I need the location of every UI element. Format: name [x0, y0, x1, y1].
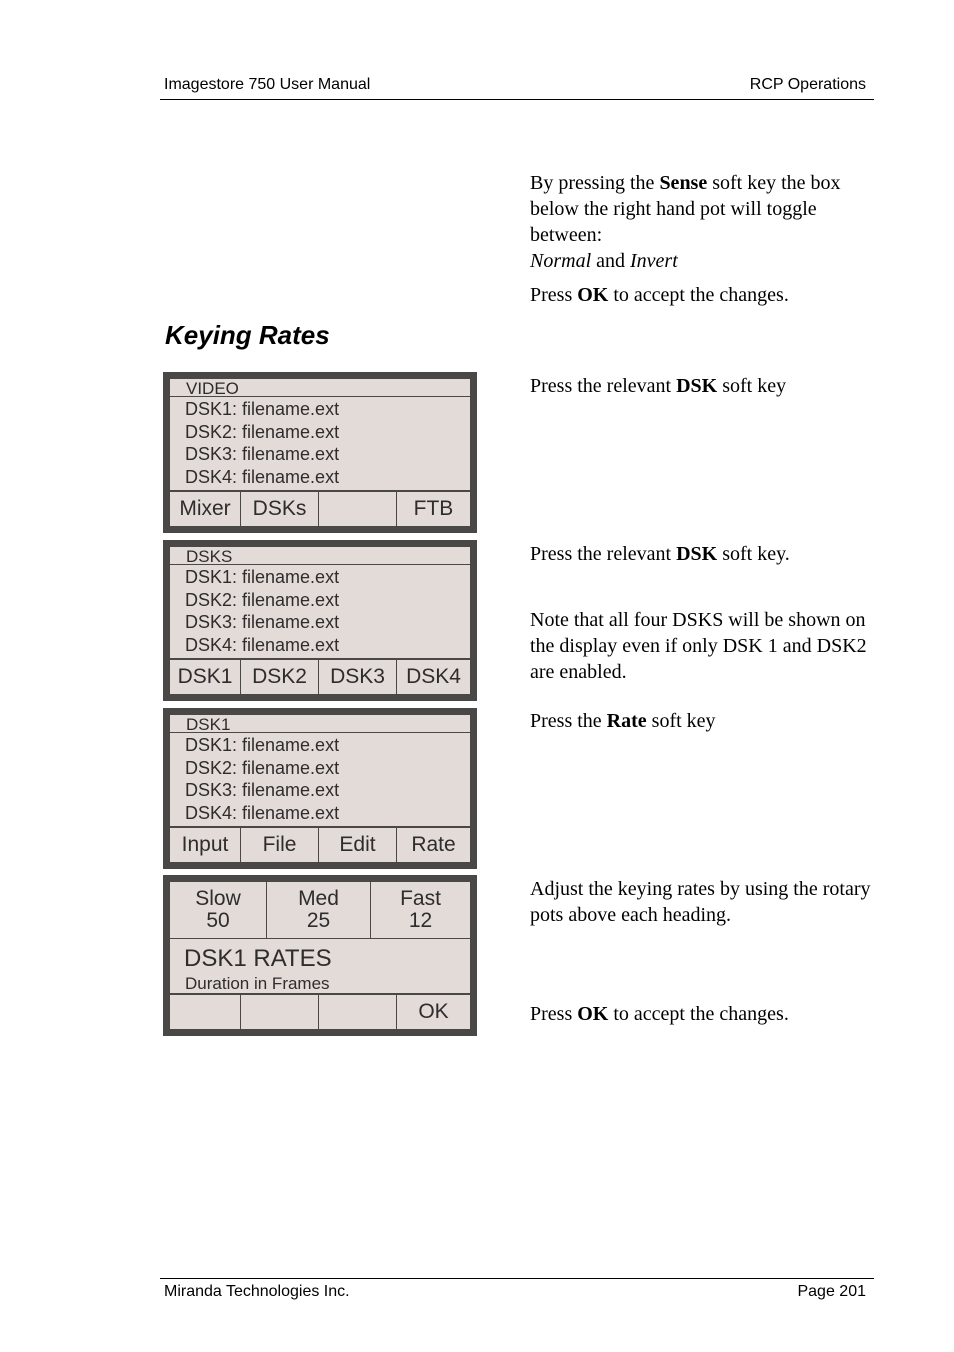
footer-company: Miranda Technologies Inc. [164, 1283, 350, 1300]
file-line: DSK4: filename.ext [185, 466, 340, 487]
ok-paragraph-2: Press OK to accept the changes. [530, 1003, 789, 1025]
blank-softkey[interactable] [319, 492, 397, 526]
file-line: DSK3: filename.ext [185, 612, 340, 632]
rates-heading: DSK1 RATES [184, 945, 332, 972]
panel-title: DSK1 [170, 715, 470, 733]
file-line: DSK3: filename.ext [185, 444, 340, 464]
dsk1-softkey[interactable]: DSK1 [170, 660, 241, 694]
adjust-paragraph: Adjust the keying rates by using the rotary pots above each heading. [530, 878, 871, 926]
lcd-screen [170, 715, 470, 862]
dsk-paragraph-2: Press the relevant DSK soft key. [530, 543, 790, 565]
fast-rate[interactable] [371, 882, 470, 938]
header-title: Imagestore 750 User Manual [164, 76, 371, 93]
note-paragraph: Note that all four DSKS will be shown on the display even if only DSK 1 and DSK2 are enabled. [530, 609, 867, 683]
sense-paragraph: By pressing the Sense soft key the box below the right hand pot will toggle between: Normal and Invert [530, 172, 841, 272]
softkey-row [170, 826, 470, 862]
panel-title: VIDEO [170, 379, 470, 397]
file-line: DSK1: filename.ext [185, 399, 340, 419]
med-value: 25 [306, 909, 331, 932]
slow-value: 50 [206, 909, 230, 932]
file-line: DSK1: filename.ext [185, 735, 340, 755]
softkey-row [170, 658, 470, 694]
file-line: DSK3: filename.ext [185, 780, 340, 800]
header-rule [160, 99, 874, 100]
file-line: DSK2: filename.ext [185, 421, 340, 442]
rates-subheading: Duration in Frames [185, 974, 330, 993]
dsk4-softkey[interactable]: DSK4 [406, 665, 461, 688]
footer-page-number: Page 201 [797, 1283, 866, 1300]
dsk1-menu-panel [163, 708, 477, 869]
video-menu-panel [163, 372, 477, 533]
dsks-menu-panel [163, 540, 477, 701]
file-line: DSK2: filename.ext [185, 589, 340, 610]
dsk-paragraph-1: Press the relevant DSK soft key [530, 375, 787, 397]
softkey-row [170, 993, 470, 1029]
med-label: Med [298, 887, 339, 910]
rate-paragraph: Press the Rate soft key [530, 710, 716, 732]
section-title: Keying Rates [165, 320, 330, 350]
file-list [185, 566, 339, 656]
slow-rate[interactable] [170, 882, 267, 938]
blank-softkey[interactable] [241, 995, 319, 1029]
ftb-softkey[interactable]: FTB [413, 497, 454, 520]
file-line: DSK2: filename.ext [185, 757, 340, 778]
edit-softkey[interactable]: Edit [319, 828, 397, 862]
input-softkey[interactable]: Input [170, 828, 241, 862]
file-list [185, 734, 339, 824]
file-line: DSK1: filename.ext [185, 567, 340, 587]
dsk3-softkey[interactable]: DSK3 [319, 660, 397, 694]
header-section: RCP Operations [749, 76, 866, 93]
softkey-row [170, 490, 470, 526]
ok-paragraph-1: Press OK to accept the changes. [530, 284, 789, 306]
dsk2-softkey[interactable]: DSK2 [241, 660, 319, 694]
lcd-screen [170, 547, 470, 694]
lcd-screen [170, 882, 470, 1029]
mixer-softkey[interactable]: Mixer [170, 492, 241, 526]
footer-rule [160, 1278, 874, 1279]
med-rate[interactable] [267, 882, 371, 938]
slow-label: Slow [195, 887, 241, 910]
rates-panel [163, 875, 477, 1036]
blank-softkey[interactable] [319, 995, 397, 1029]
fast-value: 12 [408, 909, 433, 932]
file-line: DSK4: filename.ext [185, 634, 340, 655]
fast-label: Fast [400, 887, 441, 910]
blank-softkey[interactable] [170, 995, 241, 1029]
ok-softkey[interactable]: OK [418, 1000, 449, 1023]
lcd-screen [170, 379, 470, 526]
file-line: DSK4: filename.ext [185, 802, 340, 823]
file-softkey[interactable]: File [241, 828, 319, 862]
panel-title: DSKS [170, 547, 470, 565]
dsks-softkey[interactable]: DSKs [241, 492, 319, 526]
file-list [185, 398, 339, 488]
rate-softkey[interactable]: Rate [411, 833, 456, 856]
rate-columns [170, 882, 470, 939]
